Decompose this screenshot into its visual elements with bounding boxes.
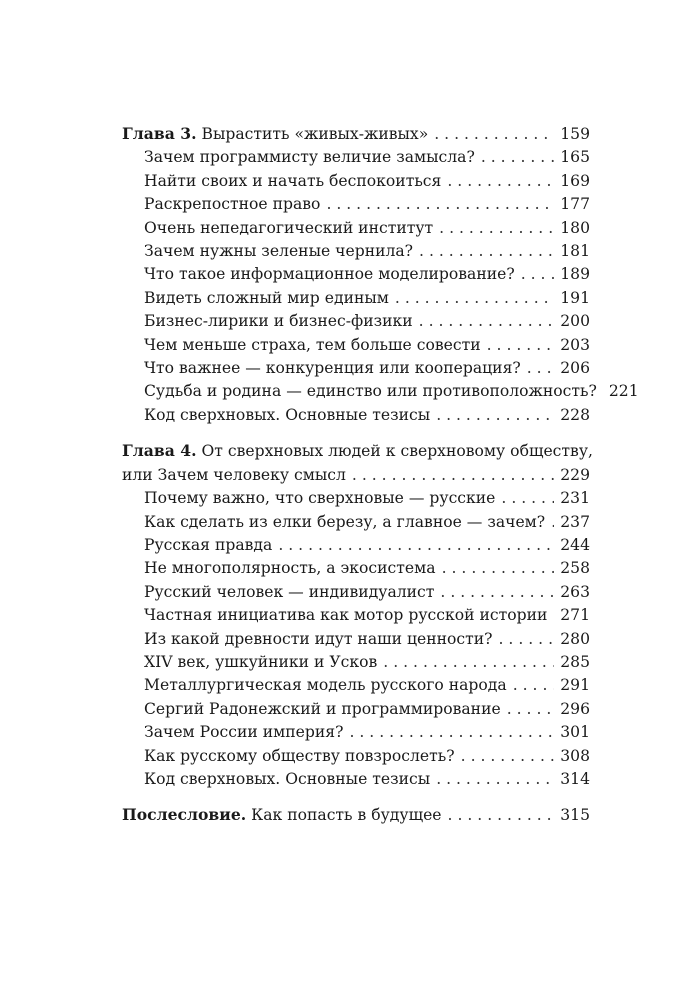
page-number: 244 (560, 535, 590, 554)
leader-dots (553, 604, 554, 627)
table-of-contents (122, 122, 639, 828)
leader-dots (461, 745, 555, 768)
toc-entry[interactable] (122, 581, 590, 604)
leader-dots (501, 487, 554, 510)
chapter-heading-line1[interactable] (122, 439, 593, 463)
toc-entry[interactable] (122, 651, 590, 674)
leader-dots (434, 123, 554, 146)
toc-entry[interactable] (122, 287, 590, 310)
toc-entry[interactable] (122, 604, 590, 627)
entry-title: Судьба и родина — единство или противоположность? (144, 382, 597, 401)
toc-entry[interactable] (122, 674, 590, 697)
page-number: 296 (560, 699, 590, 718)
entry-title: Очень непедагогический институт (144, 218, 434, 237)
toc-entry[interactable] (122, 146, 590, 169)
toc-entry[interactable] (122, 217, 590, 240)
toc-entry[interactable] (122, 745, 590, 768)
toc-entry[interactable] (122, 404, 590, 427)
page-number: 203 (560, 335, 590, 354)
entry-title: Почему важно, что сверхновые — русские (144, 489, 496, 508)
page-number: 221 (608, 382, 639, 401)
leader-dots (419, 310, 555, 333)
toc-entry[interactable] (122, 534, 590, 557)
chapter-heading[interactable] (122, 464, 590, 487)
page-number: 181 (560, 242, 590, 261)
leader-dots (499, 628, 555, 651)
page-number: 231 (560, 489, 590, 508)
entry-title: Что такое информационное моделирование? (144, 265, 515, 284)
toc-entry[interactable] (122, 698, 590, 721)
page-number: 258 (560, 559, 590, 578)
leader-dots (419, 240, 554, 263)
entry-title: Частная инициатива как мотор русской истории (144, 606, 548, 625)
leader-dots (436, 768, 554, 791)
page-number: 285 (560, 652, 590, 671)
page-number: 229 (560, 465, 590, 484)
toc-entry[interactable] (122, 768, 590, 791)
leader-dots (481, 146, 554, 169)
afterword (122, 803, 590, 827)
entry-title: Из какой древности идут наши ценности? (144, 629, 493, 648)
chapter-3 (122, 122, 639, 427)
chapter-label: Послесловие. (122, 805, 247, 825)
entry-title: Зачем программисту величие замысла? (144, 148, 475, 167)
entry-title: Чем меньше страха, тем больше совести (144, 335, 481, 354)
leader-dots (383, 651, 554, 674)
leader-dots (439, 217, 554, 240)
page-number: 315 (560, 806, 590, 825)
entry-title: Как сделать из елки березу, а главное — зачем? (144, 512, 546, 531)
leader-dots (487, 334, 555, 357)
chapter-title-text: От сверхновых людей к сверхновому обществу, (201, 442, 593, 461)
page-number: 165 (560, 148, 590, 167)
leader-dots (513, 674, 555, 697)
toc-entry[interactable] (122, 240, 590, 263)
chapter-title (122, 122, 428, 146)
toc-entry[interactable] (122, 628, 590, 651)
entry-title: Зачем России империя? (144, 723, 344, 742)
entry-title: Сергий Радонежский и программирование (144, 699, 501, 718)
page-number: 191 (560, 288, 590, 307)
leader-dots (442, 557, 555, 580)
page-number: 271 (560, 606, 590, 625)
toc-entry[interactable] (122, 170, 590, 193)
page-number: 263 (560, 582, 590, 601)
entry-title: Найти своих и начать беспокоиться (144, 171, 442, 190)
toc-entry[interactable] (122, 511, 590, 534)
toc-entry[interactable] (122, 334, 590, 357)
entry-title: Как русскому обществу повзрослеть? (144, 746, 455, 765)
entry-title: Русская правда (144, 535, 273, 554)
page-number: 159 (560, 125, 590, 143)
leader-dots (395, 287, 554, 310)
leader-dots (352, 464, 554, 487)
leader-dots (436, 404, 554, 427)
toc-entry[interactable] (122, 357, 590, 380)
leader-dots (440, 581, 554, 604)
chapter-label: Глава 3. (122, 124, 197, 143)
entry-title: Что важнее — конкуренция или кооперация? (144, 359, 521, 378)
toc-entry[interactable] (122, 193, 590, 216)
page-number: 189 (560, 265, 590, 284)
page-number: 169 (560, 171, 590, 190)
entry-title: Не многополярность, а экосистема (144, 559, 436, 578)
toc-entry[interactable] (122, 721, 590, 744)
entry-title: Бизнес-лирики и бизнес-физики (144, 312, 413, 331)
chapter-title-text: Как попасть в будущее (251, 806, 442, 825)
page-number: 200 (560, 312, 590, 331)
leader-dots (527, 357, 554, 380)
page-number: 314 (560, 769, 590, 788)
chapter-heading[interactable] (122, 803, 590, 827)
entry-title: Металлургическая модель русского народа (144, 676, 507, 695)
entry-title: Код сверхновых. Основные тезисы (144, 405, 431, 424)
leader-dots (278, 534, 554, 557)
entry-title: Русский человек — индивидуалист (144, 582, 435, 601)
toc-entry[interactable] (122, 487, 590, 510)
page-number: 228 (560, 405, 590, 424)
entry-title: Код сверхновых. Основные тезисы (144, 769, 431, 788)
chapter-title (122, 803, 442, 827)
page-number: 177 (560, 195, 590, 214)
entry-title: Зачем нужны зеленые чернила? (144, 242, 414, 261)
leader-dots (326, 193, 554, 216)
toc-entry[interactable] (122, 263, 590, 286)
toc-entry[interactable] (122, 310, 590, 333)
leader-dots (521, 263, 555, 286)
chapter-4 (122, 439, 593, 791)
leader-dots (349, 721, 554, 744)
page-number: 237 (560, 512, 590, 531)
page-number: 180 (560, 218, 590, 237)
chapter-label: Глава 4. (122, 441, 197, 461)
toc-entry[interactable] (122, 380, 639, 403)
leader-dots (448, 804, 555, 827)
entry-title: Видеть сложный мир единым (144, 288, 389, 307)
chapter-heading[interactable] (122, 122, 590, 146)
entry-title: Раскрепостное право (144, 195, 321, 214)
page-number: 206 (560, 359, 590, 378)
leader-dots (507, 698, 555, 721)
page-number: 280 (560, 629, 590, 648)
leader-dots (551, 511, 554, 534)
page-number: 291 (560, 676, 590, 695)
entry-title: XIV век, ушкуйники и Усков (144, 652, 378, 671)
chapter-title-line2: или Зачем человеку смысл (122, 465, 346, 484)
leader-dots (447, 170, 554, 193)
page-number: 301 (560, 723, 590, 742)
page-number: 308 (560, 746, 590, 765)
chapter-title-text: Вырастить «живых-живых» (201, 125, 429, 143)
toc-entry[interactable] (122, 557, 590, 580)
